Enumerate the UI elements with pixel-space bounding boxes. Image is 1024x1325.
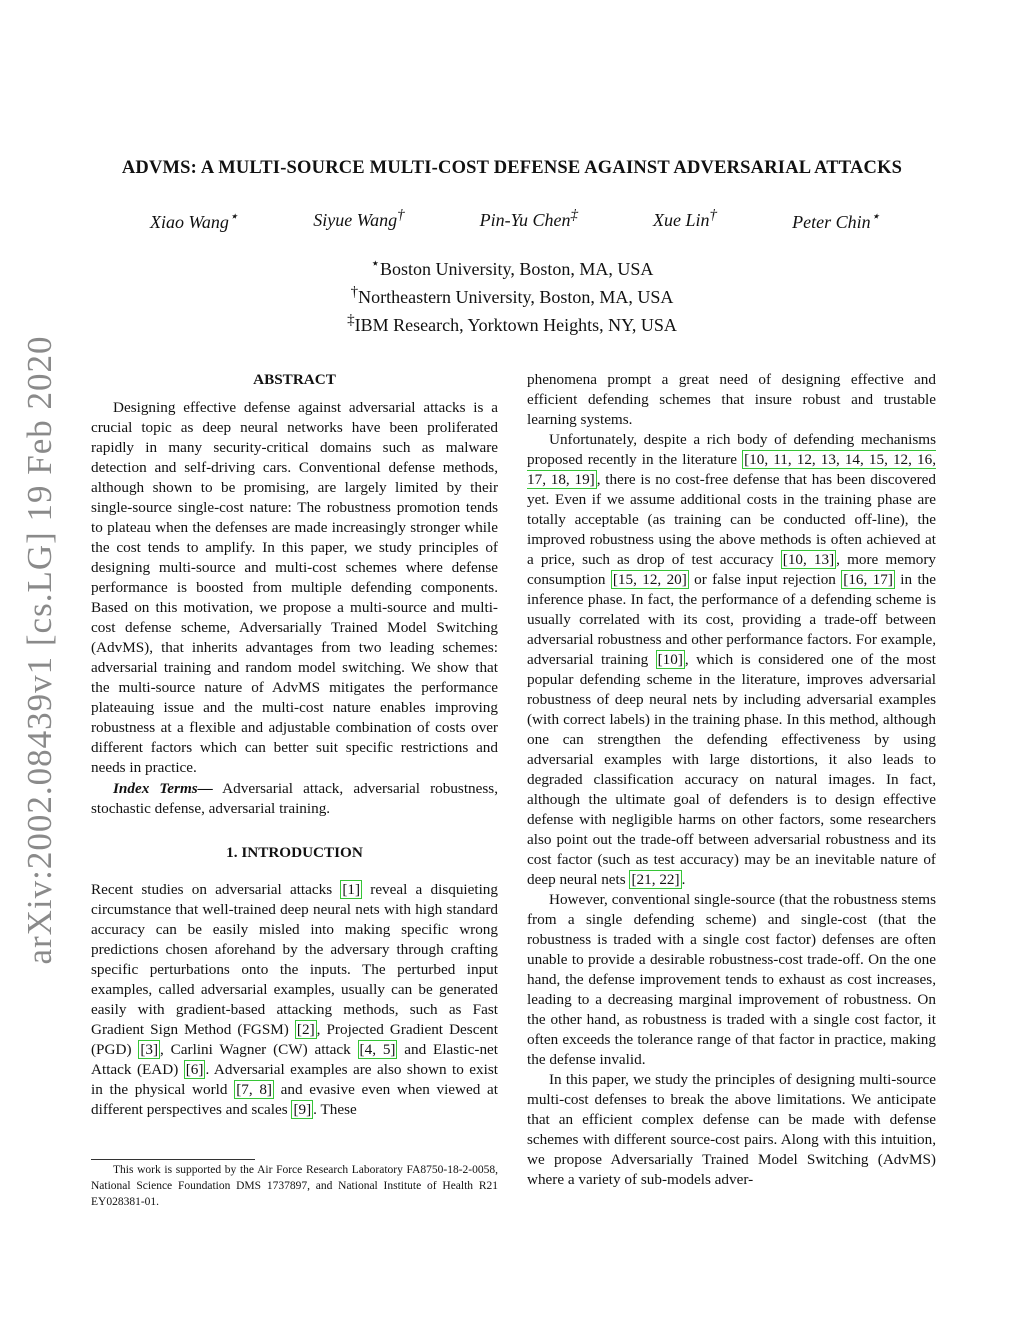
citation-link[interactable]: [10, 13] bbox=[782, 551, 835, 568]
abstract-heading: ABSTRACT bbox=[253, 371, 336, 388]
affiliation: ‡IBM Research, Yorktown Heights, NY, USA bbox=[347, 312, 677, 335]
citation-link[interactable]: [10] bbox=[657, 651, 683, 668]
citation-link[interactable]: [1] bbox=[342, 881, 361, 898]
abstract-text: Designing effective defense against adversarial attacks is a crucial topic as deep neural networks have been proliferated rapidly in many security-critical domains such as malware detection and self-driving cars. Conventional defense methods, although shown to be promising, are largely limited by their single-source single-cost nature: The robustness promotion tends to plateau when the defenses are made increasingly stronger while the cost tends to amplify. In this paper, we study principles of designing multi-source and multi-cost schemes where defense performance is boosted from multiple defending components. Based on this motivation, we propose a multi-source and multi-cost defense scheme, Adversarially Trained Model Switching (AdvMS), that inherits advantages from two leading schemes: adversarial training and random model switching. We show that the multi-source nature of AdvMS mitigates the performance plateauing issue and the multi-cost nature enables improving robustness at a flexible and adjustable combination of costs over different factors which can better suit specific restrictions and needs in practice. bbox=[91, 399, 498, 776]
paper-title: ADVMS: A MULTI-SOURCE MULTI-COST DEFENSE AGAINST ADVERSARIAL ATTACKS bbox=[121, 158, 903, 178]
author: Pin-Yu Chen‡ bbox=[479, 207, 578, 230]
intro-paragraph: Recent studies on adversarial attacks [1] reveal a disquieting circumstance that well-trained deep neural nets with high standard accuracy can be easily misled into making specific wrong predictions chosen aforehand by the adversary through crafting specific perturbations onto the inputs. The perturbed input examples, called adversarial examples, usually can be generated easily with gradient-based attacking methods, such as Fast Gradient Sign Method (FGSM) [2] , Projected Gradient Descent (PGD) [3] , Carlini Wagner (CW) attack [4, 5] and Elastic-net Attack (EAD) [6] . Adversarial examples are also shown to exist in the physical world [7, 8] and evasive even when viewed at different perspectives and scales [9] . These bbox=[91, 881, 498, 1118]
author-list bbox=[150, 207, 880, 233]
left-column bbox=[91, 370, 498, 1120]
citation-link[interactable]: [10, 11, 12, 13, 14, 15, 12, 16, 17, 18, 19] bbox=[527, 451, 936, 488]
citation-link[interactable]: [15, 12, 20] bbox=[612, 571, 687, 588]
affiliation: †Northeastern University, Boston, MA, USA bbox=[350, 284, 674, 307]
index-terms: Index Terms— Adversarial attack, adversarial robustness, stochastic defense, adversarial training. bbox=[91, 780, 499, 817]
citation-link[interactable]: [16, 17] bbox=[843, 571, 893, 588]
intro-paragraph: However, conventional single-source (that the robustness stems from a single defending scheme) and single-cost (that the robustness is traded with a single cost factor) defenses are often unable to provide a desirable robustness-cost trade-off. On the one hand, the defense improvement tends to exhaust as cost increases, leading to a decreasing marginal improvement of robustness. On the other hand, as robustness is traded with a single cost factor, it often exceeds the tolerance range of that factor in practice, making the defense invalid. bbox=[527, 891, 936, 1068]
citation-link[interactable]: [21, 22] bbox=[631, 871, 680, 888]
arxiv-stamp: arXiv:2002.08439v1 [cs.LG] 19 Feb 2020 bbox=[20, 335, 59, 965]
author: Siyue Wang† bbox=[313, 207, 405, 230]
intro-heading: 1. INTRODUCTION bbox=[226, 844, 363, 861]
citation-link[interactable]: [4, 5] bbox=[359, 1041, 396, 1058]
right-column bbox=[527, 370, 936, 1190]
author: Peter Chin⋆ bbox=[792, 209, 880, 232]
intro-paragraph: Unfortunately, despite a rich body of defending mechanisms proposed recently in the literature [10, 11, 12, 13, 14, 15, 12, 16, 17, 18, 19] , there is no cost-free defense that has been discovered yet. Even if we assume additional costs in the training phase are totally acceptable (as training can be conducted off-line), the improved robustness using the above methods is often achieved at a price, such as drop of test accuracy [10, 13] , more memory consumption [15, 12, 20] or false input rejection [16, 17] in the inference phase. In fact, the performance of a defending scheme is usually correlated with its cost, providing a trade-off between adversarial robustness and other performance factors. For example, adversarial training [10] , which is considered one of the most popular defending scheme in the literature, improves adversarial robustness of deep neural nets by including adversarial examples (with correct labels) in the training phase. In this method, although one can strengthen the defending effectiveness by using adversarial examples with large distortions, it also leads to degraded classification accuracy on natural images. In fact, although the ultimate goal of defenders is to design effective defense with negligible harms on other factors, some researchers also point out the trade-off between adversarial robustness and its cost factor (such as test accuracy) may be an inevitable nature of deep neural nets [21, 22] . bbox=[527, 431, 937, 888]
author: Xiao Wang⋆ bbox=[150, 209, 239, 232]
affiliations bbox=[200, 253, 824, 337]
citation-link[interactable]: [3] bbox=[140, 1041, 159, 1058]
citation-link[interactable]: [7, 8] bbox=[236, 1081, 272, 1098]
citation-link[interactable]: [6] bbox=[185, 1061, 204, 1078]
citation-link[interactable]: [9] bbox=[293, 1101, 312, 1118]
footnote: This work is supported by the Air Force Research Laboratory FA8750-18-2-0058, National Science Foundation DMS 1737897, and National Institute of Health R21 EY028381-01. bbox=[91, 1164, 498, 1208]
affiliation: ⋆Boston University, Boston, MA, USA bbox=[370, 256, 654, 279]
footnote-rule bbox=[91, 1159, 255, 1160]
intro-paragraph: In this paper, we study the principles of designing multi-source multi-cost defenses to break the above limitations. We anticipate that an efficient complex defense can be made with defense schemes with different source-cost pairs. Along with this intuition, we propose Adversarially Trained Model Switching (AdvMS) where a variety of sub-models adver- bbox=[527, 1071, 936, 1188]
citation-link[interactable]: [2] bbox=[296, 1021, 315, 1038]
intro-paragraph: phenomena prompt a great need of designing effective and efficient defending schemes that insure robust and trustable learning systems. bbox=[527, 371, 936, 428]
author: Xue Lin† bbox=[653, 207, 718, 230]
